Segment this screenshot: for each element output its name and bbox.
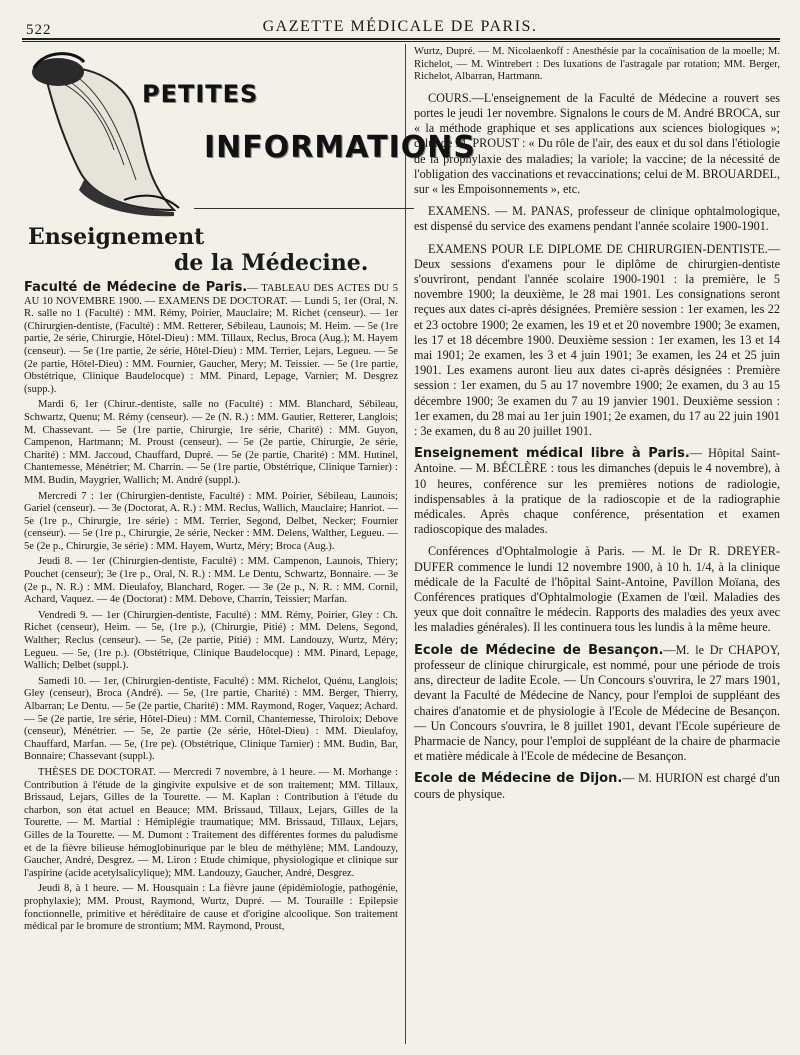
paragraph-dentiste [414,242,780,440]
masthead [24,46,476,224]
paragraph-enseignement-libre [414,446,780,537]
left-column [24,46,476,937]
paragraph-title: Faculté de Médecine de Paris. [24,280,248,295]
paragraph-text: — Hôpital Saint-Antoine. — M. BÉCLÈRE : tous les dimanches (depuis le 4 novembre), à 10 heures, conférence sur les premières notions de radiologie, indispensables à la pratique de la radioscopie et de la radiographie médicales. Après chaque conférence, présentation et examen radioscopique des malades. [414,446,781,537]
petites-heading: PETITES [142,80,259,108]
paragraph-examens: EXAMENS. — M. PANAS, professeur de clinique ophtalmologique, est dispensé du service des examens pendant l'année scolaire 1900-1901. [414,204,780,234]
page-number: 522 [26,22,52,38]
paragraph-title: Enseignement médical libre à Paris. [414,446,690,462]
ornament-rule [194,208,414,209]
paragraph-mercredi: Mercredi 7 : 1er (Chirurgien-dentiste, Faculté) : MM. Poirier, Sébileau, Launois; Gariel (censeur). — 3e (Doctorat, A. R.) : MM. Reclus, Wallich, Mauclaire; Hanriot. — 5e (1re p., Chirurgie, 1re série) : MM. Terrier, Segond, Delbet, Necker; Fournier (censeur). — 5e (1re p., Chirurgie, 2e série, Necker : MM. Delens, Walther, Legueu. — 5e (2e p., Chirurgie, 3e série) : MM. Hayem, Wurtz, Méry; Broca (Aug.). [24,490,398,552]
paragraph-title: Ecole de Médecine de Dijon. [414,771,623,787]
section-heading-line1: Enseignement [28,224,205,250]
paragraph-title: EXAMENS POUR LE DIPLOME DE CHIRURGIEN-DENTISTE. [428,241,768,256]
paragraph-text: — M. HURION est chargé d'un cours de physique. [414,771,781,801]
header-rule [22,38,780,40]
paragraph-continuation: Wurtz, Dupré. — M. Nicolaenkoff : Anesthésie par la cocaïnisation de la moelle; M. Richelot, — M. Wintrebert : Des luxations de l'astragale par rotation; MM. Berger, Richelot, Albarran, Hartmann. [414,46,780,83]
paragraph-ophtalmologie: Conférences d'Ophtalmologie à Paris. — M. le Dr R. DREYER-DUFER commence le lundi 12 novembre 1900, à 10 h. 1/4, à la clinique médicale de la Faculté de l'hôpital Saint-Antoine, Pavillon Moïana, des Conférences pratiques d'Ophtalmologie (Examen de l'œil. Maladies des yeux que doit connaître le médecin. Rapports des maladies des yeux avec les maladies générales). Il les continuera tous les lundis à la même heure. [414,544,780,635]
paragraph-cours: COURS.—L'enseignement de la Faculté de Médecine a rouvert ses portes le jeudi 1er novembre. Signalons le cours de M. André BROCA, sur « la méthode graphique et ses applications aux sciences biologiques »; celui de M. PROUST : « Du rôle de l'air, des eaux et du sol dans l'étiologie de la prophylaxie des maladies; la variole; la vaccine; de la nécessité de l'obligation des vaccinations et revaccinations; celui de M. BROUARDEL, sur « les Empoisonnements », etc. [414,90,780,196]
paragraph-title: Ecole de Médecine de Besançon. [414,642,664,658]
right-column [414,46,780,809]
paragraph-mardi: Mardi 6, 1er (Chirur.-dentiste, salle no (Faculté) : MM. Blanchard, Sébileau, Schwartz, Quenu; M. Rémy (censeur). — 2e (N. R.) : MM. Gautier, Retterer, Langlois; M. Chassevant. — 5e (1re partie, Chirurgie, 1re série, Charité) : MM. Guyon, Campenon, Hartmann; M. Proust (censeur). — 5e (2e partie, Chirurgie, 2e série, Charité) : MM. Jaccoud, Chauffard, Dupré. — 5e (2e partie, Charité) : MM. Hutinel, Chantemesse, Ménétrier; M. Charrin. — 5e (1re partie, Obstétrique, Clinique Tarnier) : MM. Budin, Maygrier, Wallich; M. André (suppl.). [24,399,398,486]
paragraph-jeudi: Jeudi 8. — 1er (Chirurgien-dentiste, Faculté) : MM. Campenon, Launois, Thiery; Pouchet (censeur); 3e (1re p., Oral, N. R.) : MM. Le Dentu, Schwartz, Bonnaire. — 3e (2e p., N. R.) : MM. Dieulafoy, Blanchard, Roger. — 3e (2e p., N. R. : MM. Cornil, Achard, Vaquez. — 4e (Doctorat) : MM. Debove, Charrin, Teissier; Marfan. [24,556,398,606]
column-divider [405,44,406,1044]
paragraph-jeudi-theses: Jeudi 8, à 1 heure. — M. Housquain : La fièvre jaune (épidémiologie, pathogénie, prophylaxie); MM. Proust, Raymond, Wurtz, Dupré. — M. Touraille : Epilepsie fonctionnelle, primitive et héréditaire de cause et d'origine alcoolique. Son traitement médical par le bromure de strontium; MM. Raymond, Proust, [24,883,398,933]
journal-title: GAZETTE MÉDICALE DE PARIS. [262,18,538,35]
paragraph-theses: THÈSES DE DOCTORAT. — Mercredi 7 novembre, à 1 heure. — M. Morhange : Contribution à l'étude de la gingivite expulsive et de son traitement; MM. Tillaux, Brissaud, Lejars, Gilles de la Tourette. — M. Kaplan : Contribution à l'étude du charbon, son état actuel en Beauce; MM. Brissaud, Tillaux, Lejars, Gilles de la Tourette. — M. Martial : Hémiplégie traumatique; MM. Brissaud, Tillaux, Lejars, Gilles de la Tourette. — M. Dumont : Traitement des différentes formes du paludisme et de la fièvre bilieuse hémoglobinurique par le bleu de méthylène; MM. Landouzy, Gaucher, André, Desgrez. — M. Liron : Etude chimique, physiologique et clinique sur l'aspirine (acide acetylsalicylique); MM. Landouzy, Gaucher, André, Desgrez. [24,766,398,879]
informations-heading: INFORMATIONS [204,130,476,165]
cornucopia-illustration [24,50,184,220]
paragraph-samedi: Samedi 10. — 1er, (Chirurgien-dentiste, Faculté) : MM. Richelot, Quénu, Langlois; Gley (censeur), Broca (André). — 5e, (1re partie, Charité) : MM. Berger, Thierry, Albarran; Le Dentu. — 5e (2e partie, Charité) : MM. Raymond, Roger, Vaquez; Achard. — 5e (2e partie, 1re série, Hôtel-Dieu) : MM. Cornil, Chantemesse, Thiroloix; Debove (censeur), Ménétrier. — 5e, 2e partie (2e série, Hôtel-Dieu) : MM. Dieulafoy, Chauffard, Marfan. — 5e, (1re pe). (Obstétrique, Clinique Tarnier) : MM. Budin, Bar, Bonnaire; Chassevant (suppl.). [24,675,398,763]
paragraph-dijon [414,771,780,801]
paragraph-text: —M. le Dr CHAPOY, professeur de clinique chirurgicale, est nommé, pour une période de trois ans, directeur de ladite Ecole. — Un Concours s'ouvrira, le 27 mars 1901, devant la Faculté de Médecine de Nancy, pour l'emploi de suppléant des chaires d'anatomie et de physiologie à l'Ecole de Médecine de Besançon. — Un Concours s'ouvrira, le 8 juillet 1901, devant l'Ecole supérieure de Pharmacie de Nancy, pour l'emploi de suppléant de la chaire de pharmacie et matière médicale à l'Ecole de médecine de Besançon. [414,642,780,764]
header-rule-thin [22,41,780,42]
paragraph-text: — Deux sessions d'examens pour le diplôme de chirurgien-dentiste s'ouvriront, pendant l'année scolaire 1900-1901 : la première, le 5 novembre 1900; la deuxième, le 28 mai 1901. Les consignations seront reçues aux dates ci-après désignées. Première session : 1er examen, les 22 et 23 octobre 1900; 2e examen, les 19 et et 20 novembre 1900; 3e examen, les 17 et 18 décembre 1900. Deuxième session : 1er examen, les 13 et 14 mai 1901; 2e examen, les 3 et 4 juin 1901; 3e examen, les 24 et 25 juin 1901. Les examens auront lieu aux dates ci-après désignées : Première session : 1er examen, du 5 au 17 novembre 1900; 2e examen, du 3 au 15 décembre 1900; 3e examen du 7 au 19 janvier 1901. Deuxième session : 1er examen, du 28 mai au 1er juin 1901; 2e examen, du 17 au 22 juin 1901 : 3e examen, du 8 au 20 juillet 1901. [414,241,780,439]
paragraph-vendredi: Vendredi 9. — 1er (Chirurgien-dentiste, Faculté) : MM. Rémy, Poirier, Gley : Ch. Richet (censeur), Heim. — 5e, (1re p.), (Chirurgie, Pitié) : MM. Delens, Segond, Walther; Reclus (censeur). — 5e, (2e partie, Pitié) : MM. Landouzy, Wurtz, Méry; Legueu. — 5e, (1re p.). (Obstétrique, Clinique Baudelocque) : MM. Pinard, Lepage, Wallich; Delbet (suppl.). [24,609,398,672]
paragraph-besancon [414,643,780,765]
page-header [20,14,780,38]
paragraph-text: — TABLEAU DES ACTES DU 5 AU 10 NOVEMBRE 1900. — EXAMENS DE DOCTORAT. — Lundi 5, 1er (Oral, N. R. salle no 1 (Faculté) : MM. Rémy, Poirier, Mauclaire; M. Richet (censeur). — 1er (Chirurgien-dentiste, (Faculté) : MM. Retterer, Sébileau, Launois; M. Heim. — 5e (1re partie, 2e série, Chirurgie, Hôtel-Dieu) : MM. Tillaux, Reclus, Broca (Aug.); M. Hayem (censeur). — 5e (1re partie, 2e série, Hôtel-Dieu) : MM. Terrier, Lejars, Legueu. — 5e (2e partie, Hôtel-Dieu) : MM. Fournier, Gaucher, Mery; M. Teissier. — 5e (1re partie, Obstétrique, Clinique Baudelocque) : MM. Pinard, Lepage, Varnier; M. Desgrez (supp.). [24,283,398,395]
paragraph-faculte-paris [24,282,398,396]
section-heading-line2: de la Médecine. [174,250,369,276]
